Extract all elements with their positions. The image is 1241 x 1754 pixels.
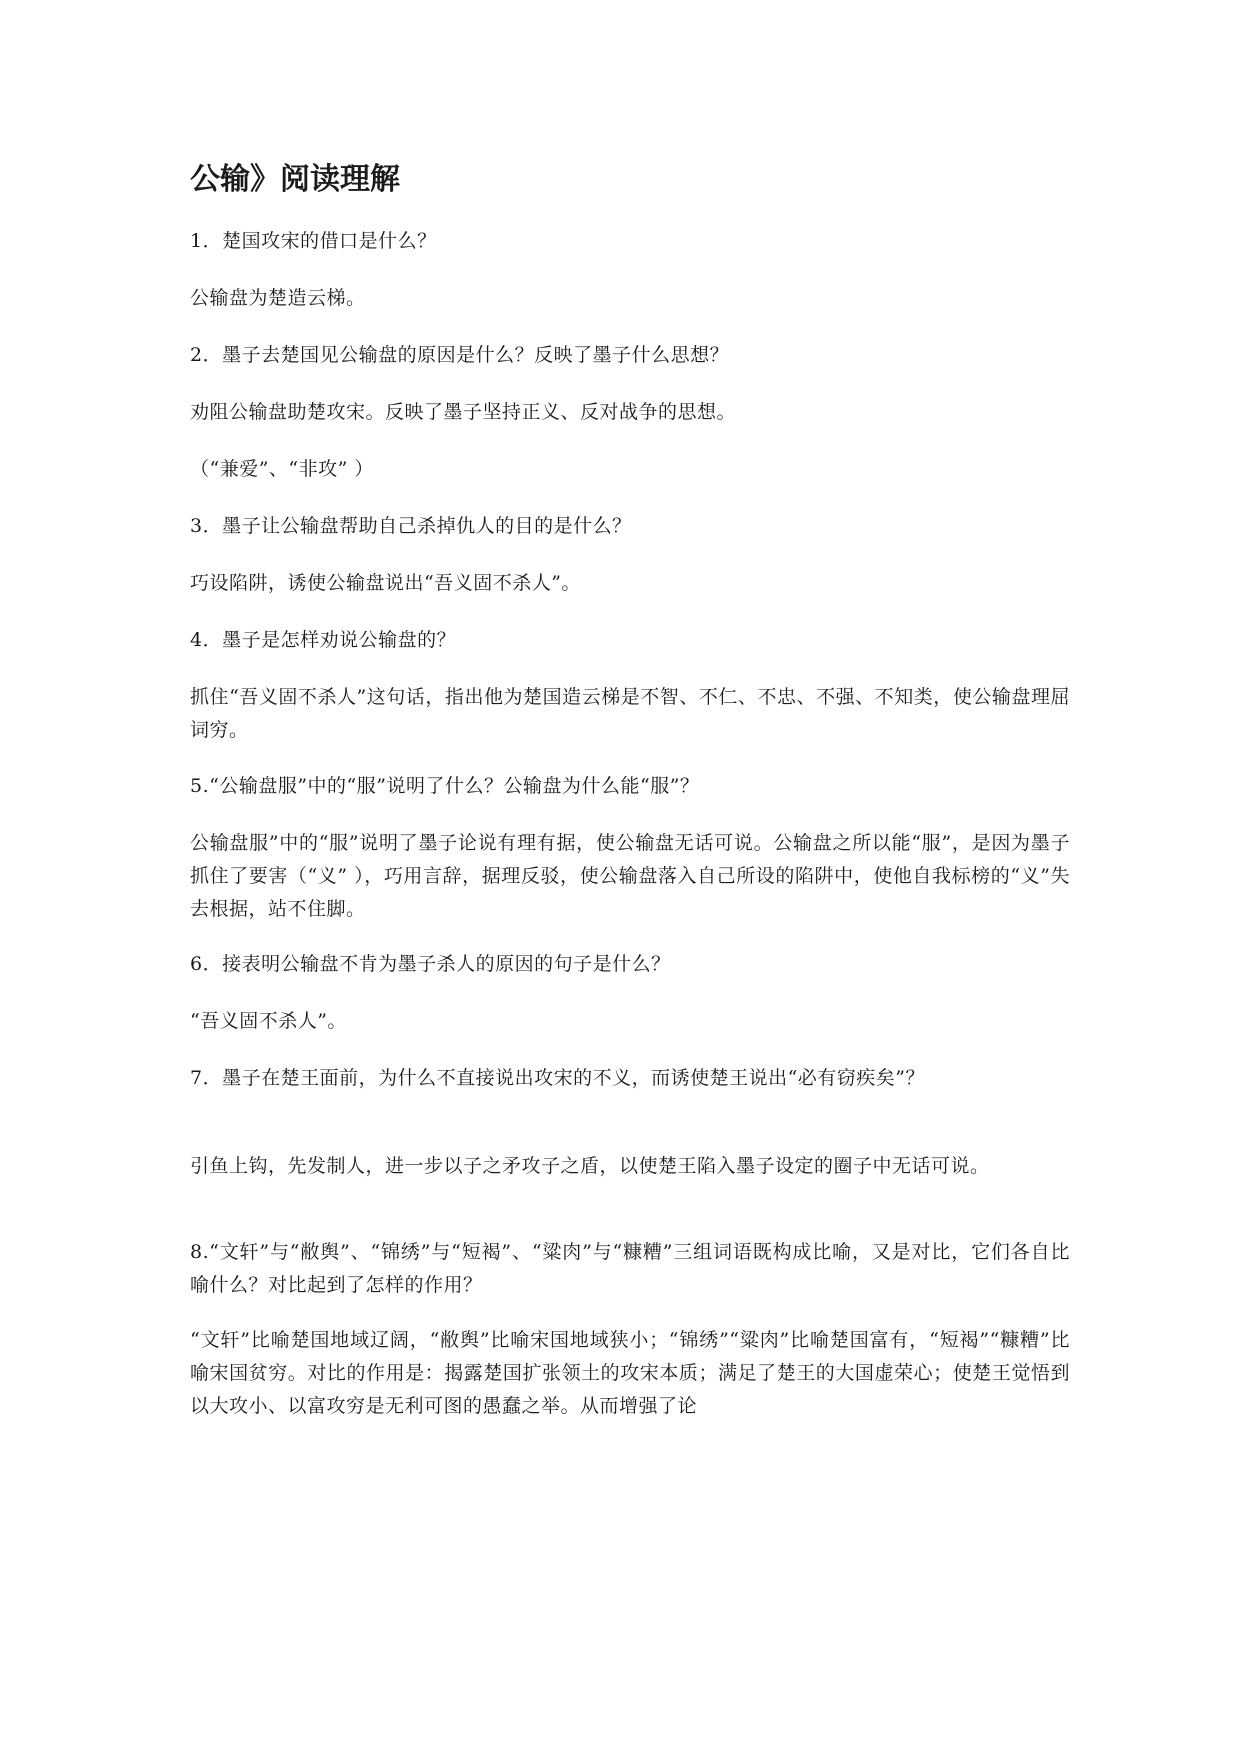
question-2: 2．墨子去楚国见公输盘的原因是什么？反映了墨子什么思想？: [190, 344, 730, 366]
question-7: 7．墨子在楚王面前，为什么不直接说出攻宋的不义，而诱使楚王说出“必有窃疾矣”？: [190, 1067, 926, 1089]
question-1: 1．楚国攻宋的借口是什么？: [190, 230, 437, 252]
answer-2: 劝阻公输盘助楚攻宋。反映了墨子坚持正义、反对战争的思想。: [190, 401, 737, 423]
answer-4: 抓住“吾义固不杀人”这句话，指出他为楚国造云梯是不智、不仁、不忠、不强、不知类，使公输盘理屈词穷。: [190, 686, 1070, 741]
answer-1: 公输盘为楚造云梯。: [190, 287, 366, 309]
answer-3: 巧设陷阱，诱使公输盘说出“吾义固不杀人”。: [190, 572, 581, 594]
question-8: 8.“文轩”与“敝舆”、“锦绣”与“短褐”、“粱肉”与“糠糟”三组词语既构成比喻，又是对比，它们各自比喻什么？对比起到了怎样的作用？: [190, 1241, 1070, 1296]
question-4: 4．墨子是怎样劝说公输盘的？: [190, 629, 457, 651]
question-6: 6．接表明公输盘不肯为墨子杀人的原因的句子是什么？: [190, 953, 671, 975]
question-5: 5.“公输盘服”中的“服”说明了什么？公输盘为什么能“服”？: [190, 775, 700, 797]
document-title: 公输》阅读理解: [190, 162, 400, 197]
question-3: 3．墨子让公输盘帮助自己杀掉仇人的目的是什么？: [190, 515, 632, 537]
answer-7: 引鱼上钩，先发制人，进一步以子之矛攻子之盾，以使楚王陷入墨子设定的圈子中无话可说。: [190, 1155, 990, 1177]
answer-6: “吾义固不杀人”。: [190, 1010, 347, 1032]
document-page: [190, 0, 1070, 1754]
answer-2-note: （“兼爱”、“非攻” ）: [190, 458, 374, 480]
answer-8: “文轩”比喻楚国地域辽阔，“敝舆”比喻宋国地域狭小；“锦绣”“粱肉”比喻楚国富有，“短褐”“糠糟”比喻宋国贫穷。对比的作用是：揭露楚国扩张领土的攻宋本质；满足了楚王的大国虚荣心；使楚王觉悟到以大攻小、以富攻穷是无利可图的愚蠢之举。从而增强了论: [190, 1329, 1070, 1417]
answer-5: 公输盘服”中的“服”说明了墨子论说有理有据，使公输盘无话可说。公输盘之所以能“服”，是因为墨子抓住了要害（“义” ），巧用言辞，据理反驳，使公输盘落入自己所设的陷阱中，使他自我标榜的“义”失去根据，站不住脚。: [190, 832, 1070, 920]
